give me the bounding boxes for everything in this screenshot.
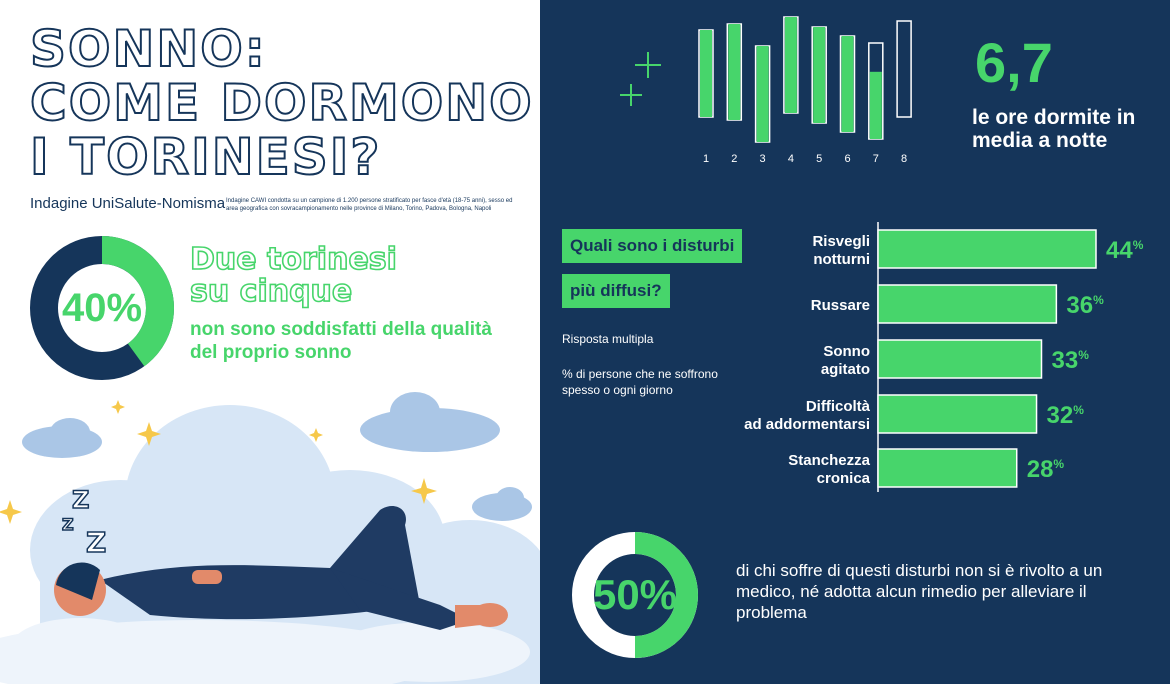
disorder-bar [878, 230, 1096, 268]
satisfaction-headline [190, 244, 397, 308]
disorder-value-suffix: % [1053, 457, 1065, 471]
percent-definition-note: % di persone che ne soffrono spesso o ogni giorno [562, 367, 718, 397]
disorder-value: 36% [1066, 292, 1104, 319]
disorders-chart [744, 222, 1144, 492]
satisfaction-percent: 40% [61, 286, 143, 330]
disorder-value: 28% [1026, 456, 1065, 483]
disorder-bar [878, 395, 1037, 433]
no-remedy-text: di chi soffre di questi disturbi non si è rivolto a un medico, né adotta alcun rimedio per alleviare il problema [736, 561, 1103, 622]
title-line-1: SONNO: [30, 20, 267, 78]
hour-tick-label: 8 [901, 153, 908, 165]
sparkle-icon [620, 52, 661, 106]
hour-bar-fill [728, 24, 740, 120]
sleeping-man-illustration [0, 390, 540, 684]
hour-bar-fill [870, 72, 882, 139]
hour-bar-fill [785, 17, 797, 113]
disorder-value-suffix: % [1093, 293, 1104, 307]
disorder-label: Difficoltà [805, 398, 870, 415]
disorder-value-suffix: % [1073, 403, 1084, 417]
hour-bar-fill [813, 27, 825, 123]
no-remedy-percent: 50% [592, 571, 678, 618]
hour-bar-outline [897, 21, 911, 117]
star-icon [0, 500, 22, 524]
disorder-label: ad addormentarsi [744, 416, 870, 433]
svg-text:Z: Z [86, 526, 107, 559]
disorder-label: Sonno [823, 343, 870, 360]
avg-hours-value: 6,7 [975, 31, 1053, 94]
disorder-value: 44% [1106, 237, 1144, 264]
svg-text:Z: Z [62, 515, 74, 534]
disorder-value: 33% [1051, 347, 1089, 374]
hour-bar-fill [842, 36, 854, 132]
hour-tick-label: 3 [759, 153, 766, 165]
disorder-bar [878, 285, 1056, 323]
satisfaction-headline-line-2: su cinque [190, 274, 353, 309]
disorder-value-suffix: % [1132, 238, 1144, 252]
hour-tick-label: 5 [816, 153, 823, 165]
left-panel [0, 0, 540, 684]
hour-tick-label: 2 [731, 153, 738, 165]
sleep-hours-chart [699, 17, 911, 165]
avg-hours-label: le ore dormite in media a notte [972, 106, 1136, 152]
disorder-label: cronica [816, 470, 870, 487]
right-panel [540, 0, 1170, 684]
disorder-label: agitato [820, 361, 870, 378]
disorder-label: notturni [813, 251, 870, 268]
title-line-2: COME DORMONO [30, 74, 534, 132]
satisfaction-headline-line-1: Due torinesi [190, 242, 397, 277]
title-line-3: I TORINESI? [30, 128, 382, 186]
svg-text:Z: Z [72, 486, 90, 514]
multiple-answer-note: Risposta multipla [562, 332, 654, 346]
disorders-question-line-2: più diffusi? [562, 274, 670, 308]
hour-tick-label: 6 [844, 153, 851, 165]
survey-name: Indagine UniSalute-Nomisma [30, 195, 226, 212]
disorder-bar [878, 340, 1042, 378]
hour-bar-fill [700, 30, 712, 117]
satisfaction-text: non sono soddisfatti della qualità del proprio sonno [190, 319, 492, 363]
disorders-question-line-1: Quali sono i disturbi [562, 229, 742, 263]
methodology-note: Indagine CAWI condotta su un campione di 1.200 persone stratificato per fasce d'età (18-75 anni), sesso ed area geografica con sovracampionamento nelle province di Milano, Torino, Padova, Bologna, Napoli [226, 198, 513, 212]
disorder-bar [878, 449, 1017, 487]
disorder-label: Risvegli [812, 233, 870, 250]
hour-bar-fill [757, 46, 769, 142]
hour-tick-label: 4 [787, 153, 794, 165]
disorder-label: Russare [810, 297, 870, 314]
disorder-value: 32% [1046, 402, 1084, 429]
disorder-label: Stanchezza [788, 452, 870, 469]
disorder-value-suffix: % [1078, 348, 1089, 362]
hour-tick-label: 7 [872, 153, 879, 165]
star-icon [111, 400, 125, 414]
hour-tick-label: 1 [702, 153, 710, 165]
page-title [30, 22, 534, 184]
